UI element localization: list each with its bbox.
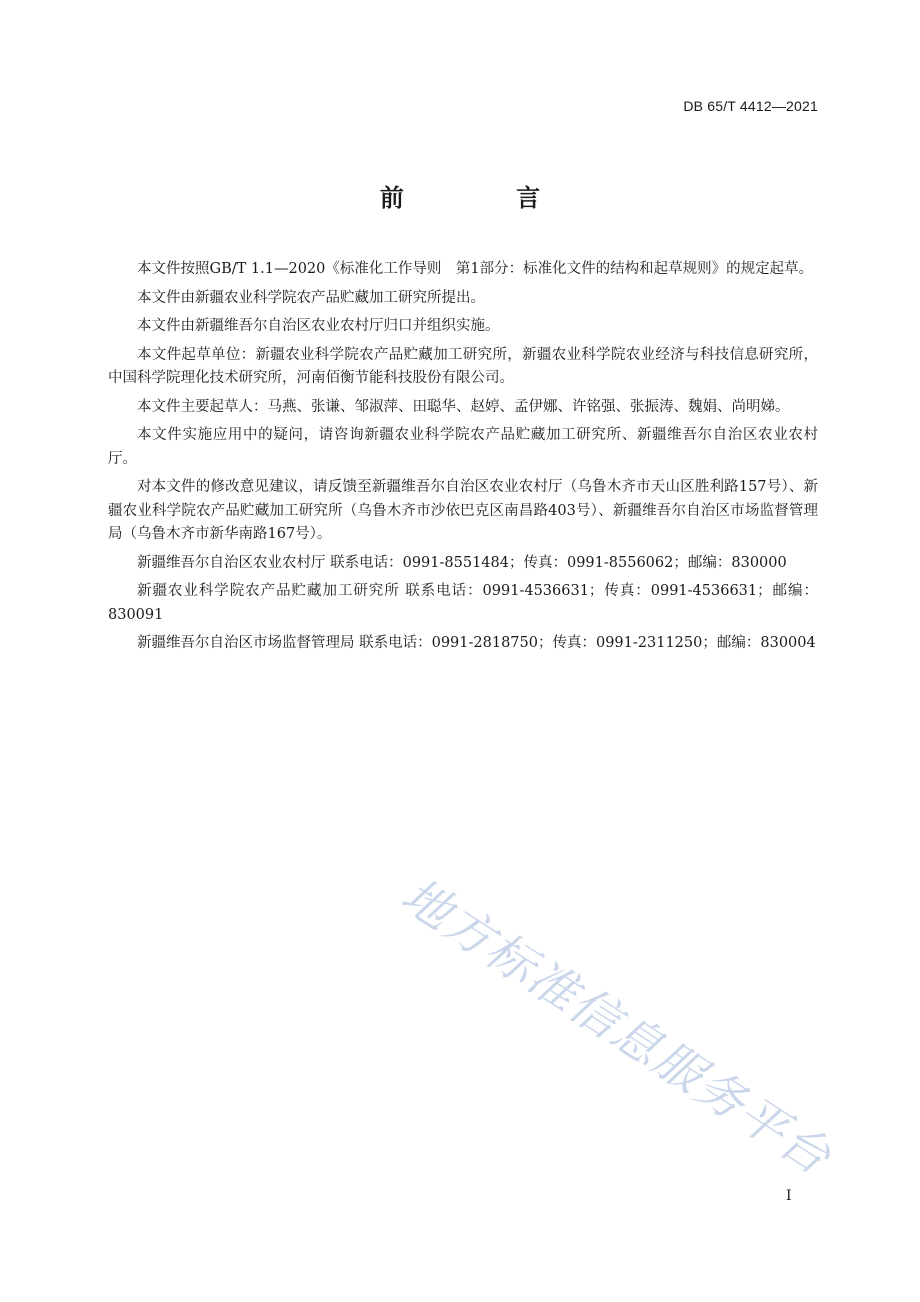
paragraph-contact-market-bureau: 新疆维吾尔自治区市场监督管理局 联系电话：0991-2818750；传真：0991-2311250；邮编：830004: [137, 635, 816, 651]
document-body: [108, 258, 818, 661]
paragraph-drafters: 本文件主要起草人：马燕、张谦、邹淑萍、田聪华、赵婷、孟伊娜、许铭强、张振涛、魏娟、尚明娣。: [137, 398, 790, 415]
watermark: 地方标准信息服务平台: [391, 867, 842, 1187]
paragraph-administrator: 本文件由新疆维吾尔自治区农业农村厅归口并组织实施。: [137, 318, 500, 334]
document-code: DB 65/T 4412—2021: [683, 98, 818, 114]
paragraph-drafting-units: 本文件起草单位：新疆农业科学院农产品贮藏加工研究所，新疆农业科学院农业经济与科技信息研究所，中国科学院理化技术研究所，河南佰衡节能科技股份有限公司。: [108, 346, 818, 386]
paragraph-drafting-rules: 本文件按照GB/T 1.1—2020《标准化工作导则 第1部分：标准化文件的结构和起草规则》的规定起草。: [137, 261, 814, 277]
page-title: 前 言: [379, 184, 593, 212]
paragraph-contact-agriculture-dept: 新疆维吾尔自治区农业农村厅 联系电话：0991-8551484；传真：0991-8556062；邮编：830000: [137, 554, 787, 571]
paragraph-proposer: 本文件由新疆农业科学院农产品贮藏加工研究所提出。: [137, 289, 485, 306]
paragraph-feedback: 对本文件的修改意见建议，请反馈至新疆维吾尔自治区农业农村厅（乌鲁木齐市天山区胜利路157号）、新疆农业科学院农产品贮藏加工研究所（乌鲁木齐市沙依巴克区南昌路403号）、新疆维吾尔自治区市场监督管理局（乌鲁木齐市新华南路167号）。: [108, 479, 819, 542]
page-number: I: [786, 1188, 792, 1204]
paragraph-inquiries: 本文件实施应用中的疑问，请咨询新疆农业科学院农产品贮藏加工研究所、新疆维吾尔自治区农业农村厅。: [108, 427, 818, 467]
paragraph-contact-academy: 新疆农业科学院农产品贮藏加工研究所 联系电话：0991-4536631；传真：0991-4536631；邮编：830091: [108, 583, 818, 623]
